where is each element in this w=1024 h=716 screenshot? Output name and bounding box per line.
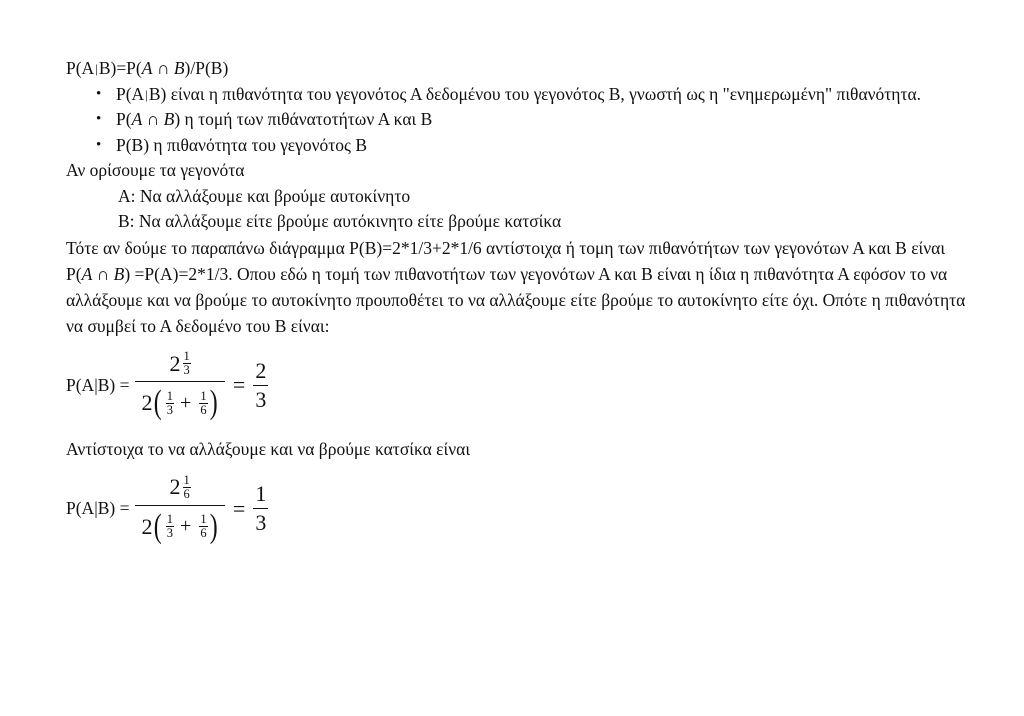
- text: Τότε αν δούμε το παραπάνω διάγραμμα P(B)=2*1/3+2*1/6 αντίστοιχα ή τομη των πιθανότήτων των γεγονότων Α και Β είναι P(: [66, 237, 946, 284]
- small-fraction: [183, 350, 191, 377]
- fraction-bottom: 6: [200, 402, 207, 417]
- variable-a: A: [131, 109, 143, 129]
- plus-sign: +: [180, 515, 192, 538]
- explanation-paragraph: [66, 235, 971, 340]
- main-fraction: [135, 474, 224, 544]
- list-item-text: P(B) η πιθανότητα του γεγονότος Β: [116, 134, 367, 155]
- intersection-symbol: ∩: [142, 109, 164, 129]
- list-item: [96, 107, 986, 133]
- intersection-symbol: ∩: [92, 263, 114, 284]
- fraction-top: 1: [183, 472, 190, 487]
- bullet-icon: •: [96, 136, 102, 153]
- open-paren: (: [154, 507, 163, 545]
- formula-lhs: P(A|B) =: [66, 498, 130, 519]
- bullet-icon: •: [96, 111, 102, 127]
- small-fraction: [199, 390, 207, 417]
- fraction-bottom: 3: [166, 402, 174, 417]
- fraction-bottom: 3: [255, 510, 267, 536]
- result-fraction: [253, 359, 268, 412]
- intersection-symbol: ∩: [152, 58, 174, 78]
- small-fraction: [166, 513, 174, 540]
- close-paren: ): [209, 507, 218, 545]
- variable-b: B: [113, 263, 125, 284]
- given-separator: |: [145, 86, 148, 102]
- numerator: [164, 350, 197, 381]
- number: 2: [141, 390, 153, 416]
- variable-b: B: [163, 109, 175, 129]
- variable-a: A: [81, 263, 93, 284]
- small-fraction: [199, 513, 207, 540]
- text: B)=P(: [98, 58, 142, 78]
- fraction-bottom: 3: [166, 526, 174, 541]
- fraction-bottom: 3: [183, 363, 190, 378]
- list-item-text: ) η τομή των πιθάνατοτήτων Α και Β: [174, 109, 433, 129]
- equals-sign: =: [232, 372, 246, 398]
- event-a-definition: A: Να αλλάξουμε και βρούμε αυτοκίνητο: [118, 185, 411, 206]
- open-paren: (: [154, 384, 163, 422]
- text: P(A: [66, 58, 95, 78]
- event-b-definition: B: Να αλλάξουμε είτε βρούμε αυτόκινητο είτε βρούμε κατσίκα: [118, 211, 562, 231]
- number: 2: [169, 350, 181, 376]
- bullet-icon: •: [96, 85, 102, 102]
- events-intro: Αν ορίσουμε τα γεγονότα: [66, 160, 245, 180]
- fraction-top: 1: [183, 349, 190, 364]
- main-fraction: [135, 350, 224, 420]
- text: P(: [116, 109, 132, 129]
- denominator: [135, 381, 224, 420]
- fraction-bottom: 6: [183, 486, 190, 501]
- list-item-text: B) είναι η πιθανότητα του γεγονότος Α δεδομένου του γεγονότος Β, γνωστή ως η "ενημερωμένη" πιθανότητα.: [148, 83, 922, 104]
- bayes-definition: [66, 56, 986, 82]
- fraction-top: 1: [166, 388, 174, 403]
- variable-a: A: [141, 58, 153, 78]
- close-paren: ): [209, 384, 218, 422]
- variable-b: B: [173, 58, 185, 78]
- text: P(A: [116, 83, 145, 104]
- fraction-bottom: 3: [255, 386, 267, 412]
- definition-list: [66, 82, 986, 159]
- fraction-top: 1: [166, 512, 174, 527]
- number: 2: [141, 513, 153, 539]
- denominator: [135, 505, 224, 544]
- goat-intro: Αντίστοιχα το να αλλάξουμε και να βρούμε κατσίκα είναι: [66, 439, 471, 460]
- fraction-bottom: 6: [200, 526, 207, 541]
- result-fraction: [253, 482, 268, 535]
- plus-sign: +: [180, 391, 192, 414]
- formula-goat: [66, 463, 986, 555]
- fraction-top: 2: [253, 359, 268, 386]
- formula-lhs: P(A|B) =: [66, 374, 130, 395]
- equals-sign: =: [232, 495, 246, 521]
- list-item: [96, 82, 936, 108]
- text: )/P(B): [184, 58, 229, 78]
- small-fraction: [166, 390, 174, 417]
- fraction-top: 1: [200, 388, 207, 403]
- given-separator: |: [95, 61, 98, 76]
- document-body: [66, 56, 986, 555]
- small-fraction: [183, 474, 191, 501]
- text: ) =P(A)=2*1/3. Οπου εδώ η τομή των πιθανοτήτων των γεγονότων Α και Β είναι η ίδια η πιθανότητα Α εφόσον το να αλλάξουμε και να βρούμε το αυτοκίνητο προυποθέτει το να αλλάξουμε είτε βρούμε το αυτοκίνητο είτε όχι. Οπότε η πιθανότητα να συμβεί το Α δεδομένο του Β είναι:: [66, 263, 966, 337]
- numerator: [164, 474, 197, 505]
- fraction-top: 1: [253, 482, 268, 509]
- formula-car: [66, 339, 986, 431]
- list-item: [96, 133, 986, 159]
- fraction-top: 1: [200, 512, 207, 527]
- number: 2: [169, 474, 181, 500]
